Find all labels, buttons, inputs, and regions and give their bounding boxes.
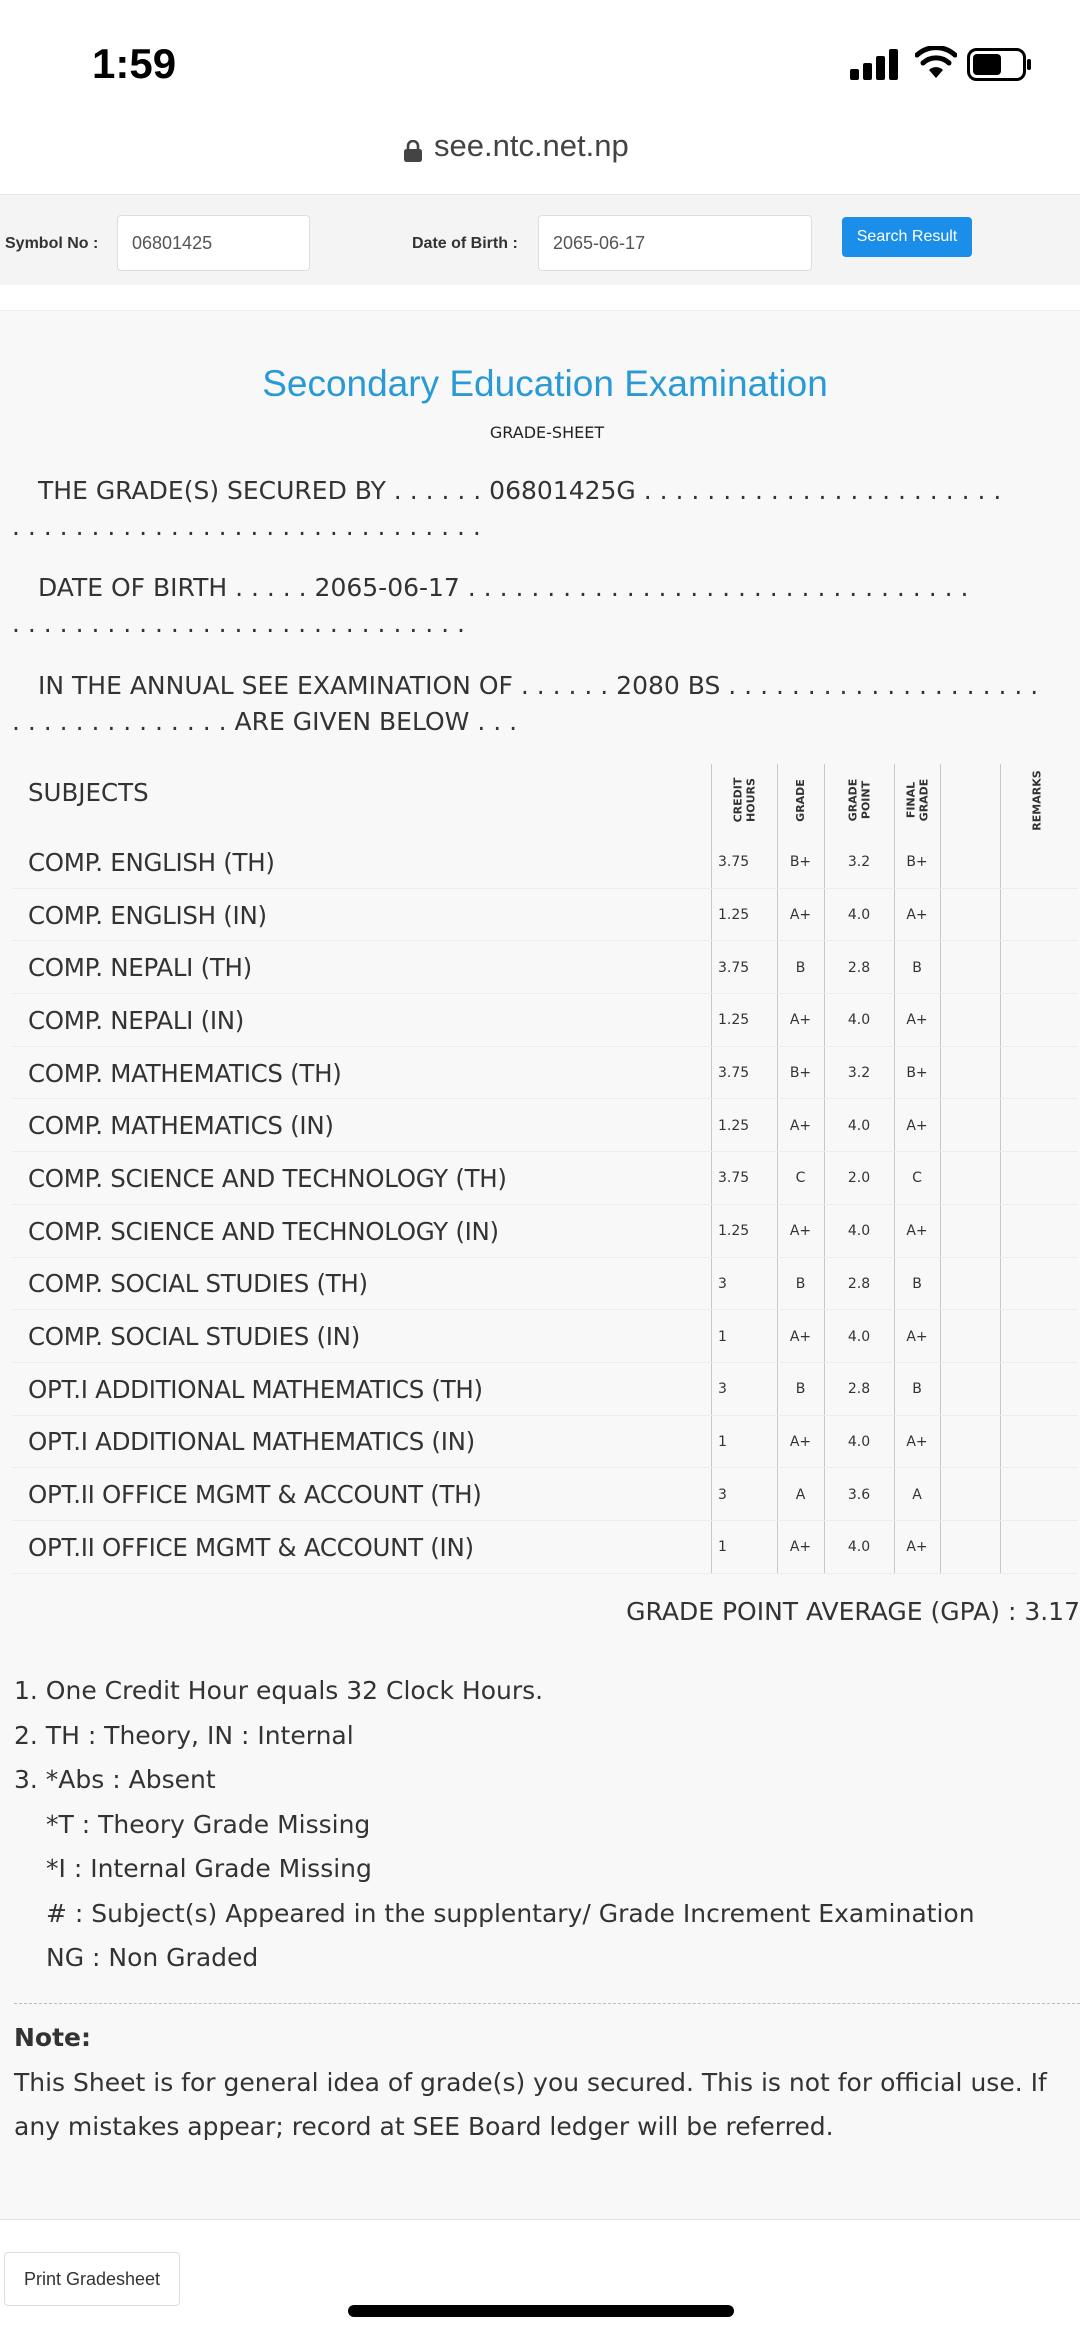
lock-icon — [404, 140, 422, 162]
grade-point-cell: 4.0 — [847, 1433, 871, 1450]
grade-point-cell: 4.0 — [847, 1012, 871, 1029]
symbol-input[interactable]: 06801425 — [117, 215, 310, 271]
subject-cell: COMP. MATHEMATICS (TH) — [28, 1058, 342, 1088]
dob-text: DATE OF BIRTH . . . . . 2065-06-17 . . . . . . . . . . . . . . . . . . . . . . . . . . . . . . . . — [38, 573, 969, 602]
table-row — [12, 994, 1078, 1047]
credit-hours-cell: 1.25 — [718, 1012, 750, 1029]
header-remarks — [1002, 764, 1072, 836]
note-title: Note: — [14, 2023, 92, 2052]
grade-point-cell: 2.0 — [847, 1170, 871, 1187]
remarks-cell — [940, 1205, 1000, 1258]
grade-cell: A+ — [789, 1223, 812, 1240]
final-grade-cell: A+ — [906, 907, 928, 924]
grade-point-cell: 4.0 — [847, 1539, 871, 1556]
table-row — [12, 1205, 1078, 1258]
remarks-cell — [940, 1099, 1000, 1152]
address-bar[interactable] — [0, 110, 1080, 195]
subject-cell: OPT.II OFFICE MGMT & ACCOUNT (TH) — [28, 1480, 482, 1510]
legend-notes — [14, 1669, 1074, 1981]
note-item: *T : Theory Grade Missing — [46, 1809, 371, 1839]
header-grade-point-text: GRADE POINT — [845, 778, 872, 822]
grade-cell: A+ — [789, 1539, 812, 1556]
remarks-cell — [940, 1310, 1000, 1363]
credit-hours-cell: 1.25 — [718, 907, 750, 924]
grade-sheet — [0, 310, 1080, 2220]
secured-by-text: THE GRADE(S) SECURED BY . . . . . . 06801425G . . . . . . . . . . . . . . . . . . . . . . . — [38, 476, 1002, 505]
subject-cell: COMP. NEPALI (TH) — [28, 953, 252, 983]
grade-point-cell: 4.0 — [847, 1117, 871, 1134]
final-grade-cell: B+ — [906, 854, 928, 871]
header-credit-hours-text: CREDIT HOURS — [730, 777, 757, 823]
credit-hours-cell: 1.25 — [718, 1223, 750, 1240]
final-grade-cell: A+ — [906, 1117, 928, 1134]
final-grade-cell: A — [912, 1486, 922, 1503]
grade-cell: A+ — [789, 1433, 812, 1450]
disclaimer — [14, 2016, 1074, 2150]
subject-cell: OPT.I ADDITIONAL MATHEMATICS (IN) — [28, 1427, 475, 1457]
symbol-label: Symbol No : — [5, 235, 99, 252]
grade-cell: B — [795, 1275, 806, 1292]
table-row — [12, 1310, 1078, 1363]
dob-label: Date of Birth : — [412, 235, 518, 252]
final-grade-cell: A+ — [906, 1223, 928, 1240]
remarks-cell — [940, 1468, 1000, 1521]
status-time: 1:59 — [92, 40, 177, 87]
table-body — [12, 836, 1078, 1574]
grade-point-cell: 4.0 — [847, 1328, 871, 1345]
sheet-title: Secondary Education Examination — [262, 363, 828, 404]
grade-cell: A+ — [789, 1328, 812, 1345]
note-item: # : Subject(s) Appeared in the supplentary/ Grade Increment Examination — [46, 1898, 975, 1928]
credit-hours-cell: 3.75 — [718, 854, 750, 871]
remarks-cell — [940, 1521, 1000, 1574]
status-bar — [0, 0, 1080, 120]
final-grade-cell: A+ — [906, 1012, 928, 1029]
subject-cell: COMP. NEPALI (IN) — [28, 1005, 245, 1035]
remarks-cell — [940, 994, 1000, 1047]
table-row — [12, 1363, 1078, 1416]
header-credit-hours — [711, 764, 777, 836]
url-text: see.ntc.net.np — [434, 128, 629, 163]
sheet-subtitle: GRADE-SHEET — [489, 423, 605, 442]
header-grade-point — [824, 764, 894, 836]
credit-hours-cell: 3 — [718, 1381, 727, 1398]
dob-dots: . . . . . . . . . . . . . . . . . . . . . . . . . . . . . — [12, 609, 465, 638]
credit-hours-cell: 3.75 — [718, 959, 750, 976]
remarks-cell — [940, 941, 1000, 994]
dob-line — [12, 570, 1078, 606]
signal-icon — [850, 48, 902, 80]
credit-hours-cell: 3.75 — [718, 1065, 750, 1082]
subject-cell: OPT.I ADDITIONAL MATHEMATICS (TH) — [28, 1374, 483, 1404]
grade-cell: A — [795, 1486, 806, 1503]
grade-point-cell: 2.8 — [847, 1381, 871, 1398]
final-grade-cell: B — [912, 1381, 922, 1398]
print-gradesheet-button[interactable]: Print Gradesheet — [4, 2252, 180, 2306]
remarks-cell — [940, 1047, 1000, 1100]
final-grade-cell: B — [912, 1275, 922, 1292]
subject-cell: COMP. SCIENCE AND TECHNOLOGY (TH) — [28, 1163, 507, 1193]
grade-point-cell: 4.0 — [847, 907, 871, 924]
grade-cell: B+ — [789, 854, 812, 871]
exam-text: IN THE ANNUAL SEE EXAMINATION OF . . . . . . 2080 BS . . . . . . . . . . . . . . . . . . . . — [38, 671, 1039, 700]
secured-by-dots: . . . . . . . . . . . . . . . . . . . . . . . . . . . . . . — [12, 512, 481, 541]
table-row — [12, 1152, 1078, 1205]
credit-hours-cell: 1 — [718, 1539, 727, 1556]
note-item: 2. TH : Theory, IN : Internal — [14, 1720, 354, 1750]
credit-hours-cell: 1 — [718, 1433, 727, 1450]
header-final-grade-text: FINAL GRADE — [903, 778, 930, 822]
grade-cell: A+ — [789, 1012, 812, 1029]
grade-point-cell: 3.6 — [847, 1486, 871, 1503]
credit-hours-cell: 3 — [718, 1486, 727, 1503]
grade-cell: A+ — [789, 907, 812, 924]
note-item: NG : Non Graded — [46, 1943, 259, 1972]
credit-hours-cell: 1.25 — [718, 1117, 750, 1134]
final-grade-cell: B+ — [906, 1065, 928, 1082]
grade-cell: B — [795, 1381, 806, 1398]
note-item: 3. *Abs : Absent — [14, 1765, 216, 1794]
credit-hours-cell: 1 — [718, 1328, 727, 1345]
header-final-grade — [894, 764, 940, 836]
home-indicator — [348, 2305, 734, 2317]
note-item: *I : Internal Grade Missing — [46, 1854, 372, 1883]
remarks-cell — [940, 1363, 1000, 1416]
table-header — [12, 764, 1078, 836]
gpa-line: GRADE POINT AVERAGE (GPA) : 3.17 — [626, 1597, 1080, 1626]
grade-point-cell: 3.2 — [847, 1065, 871, 1082]
grade-cell: B+ — [789, 1065, 812, 1082]
subject-cell: COMP. SOCIAL STUDIES (IN) — [28, 1322, 360, 1352]
grade-point-cell: 4.0 — [847, 1223, 871, 1240]
credit-hours-cell: 3 — [718, 1275, 727, 1292]
final-grade-cell: A+ — [906, 1433, 928, 1450]
table-row — [12, 1258, 1078, 1311]
remarks-cell — [940, 889, 1000, 942]
dob-input[interactable]: 2065-06-17 — [538, 215, 812, 271]
exam-line — [12, 668, 1078, 704]
grade-cell: C — [795, 1170, 806, 1187]
remarks-cell — [940, 836, 1000, 889]
header-subjects: SUBJECTS — [28, 778, 149, 807]
final-grade-cell: B — [912, 959, 922, 976]
subject-cell: COMP. SOCIAL STUDIES (TH) — [28, 1269, 368, 1299]
subject-cell: COMP. SCIENCE AND TECHNOLOGY (IN) — [28, 1216, 499, 1246]
battery-icon — [967, 48, 1033, 81]
table-row — [12, 836, 1078, 889]
final-grade-cell: C — [912, 1170, 922, 1187]
final-grade-cell: A+ — [906, 1328, 928, 1345]
grade-cell: A+ — [789, 1117, 812, 1134]
exam-line-continued: . . . . . . . . . . . . . . ARE GIVEN BELOW . . . — [12, 707, 518, 736]
secured-by-line — [12, 473, 1078, 509]
table-row — [12, 1047, 1078, 1100]
search-result-button[interactable]: Search Result — [842, 217, 972, 257]
header-remarks-text: REMARKS — [1030, 769, 1044, 831]
table-row — [12, 1521, 1078, 1574]
table-row — [12, 1099, 1078, 1152]
remarks-cell — [940, 1152, 1000, 1205]
grade-cell: B — [795, 959, 806, 976]
search-form — [0, 195, 1080, 285]
final-grade-cell: A+ — [906, 1539, 928, 1556]
header-grade — [777, 764, 824, 836]
grade-table — [12, 764, 1078, 1574]
grade-point-cell: 2.8 — [847, 959, 871, 976]
grade-point-cell: 2.8 — [847, 1275, 871, 1292]
header-grade-text: GRADE — [793, 778, 807, 822]
wifi-icon — [915, 46, 957, 80]
subject-cell: COMP. ENGLISH (TH) — [28, 847, 275, 877]
subject-cell: OPT.II OFFICE MGMT & ACCOUNT (IN) — [28, 1532, 474, 1562]
divider — [14, 2003, 1080, 2004]
remarks-cell — [940, 1258, 1000, 1311]
table-row — [12, 1468, 1078, 1521]
table-row — [12, 1416, 1078, 1469]
subject-cell: COMP. MATHEMATICS (IN) — [28, 1111, 334, 1141]
grade-point-cell: 3.2 — [847, 854, 871, 871]
remarks-cell — [940, 1416, 1000, 1469]
note-text: This Sheet is for general idea of grade(s) you secured. This is not for official use. If any mistakes appear; record at SEE Board ledger will be referred. — [14, 2067, 1047, 2141]
credit-hours-cell: 3.75 — [718, 1170, 750, 1187]
table-row — [12, 941, 1078, 994]
note-item: 1. One Credit Hour equals 32 Clock Hours. — [14, 1676, 544, 1705]
table-row — [12, 889, 1078, 942]
subject-cell: COMP. ENGLISH (IN) — [28, 900, 267, 930]
